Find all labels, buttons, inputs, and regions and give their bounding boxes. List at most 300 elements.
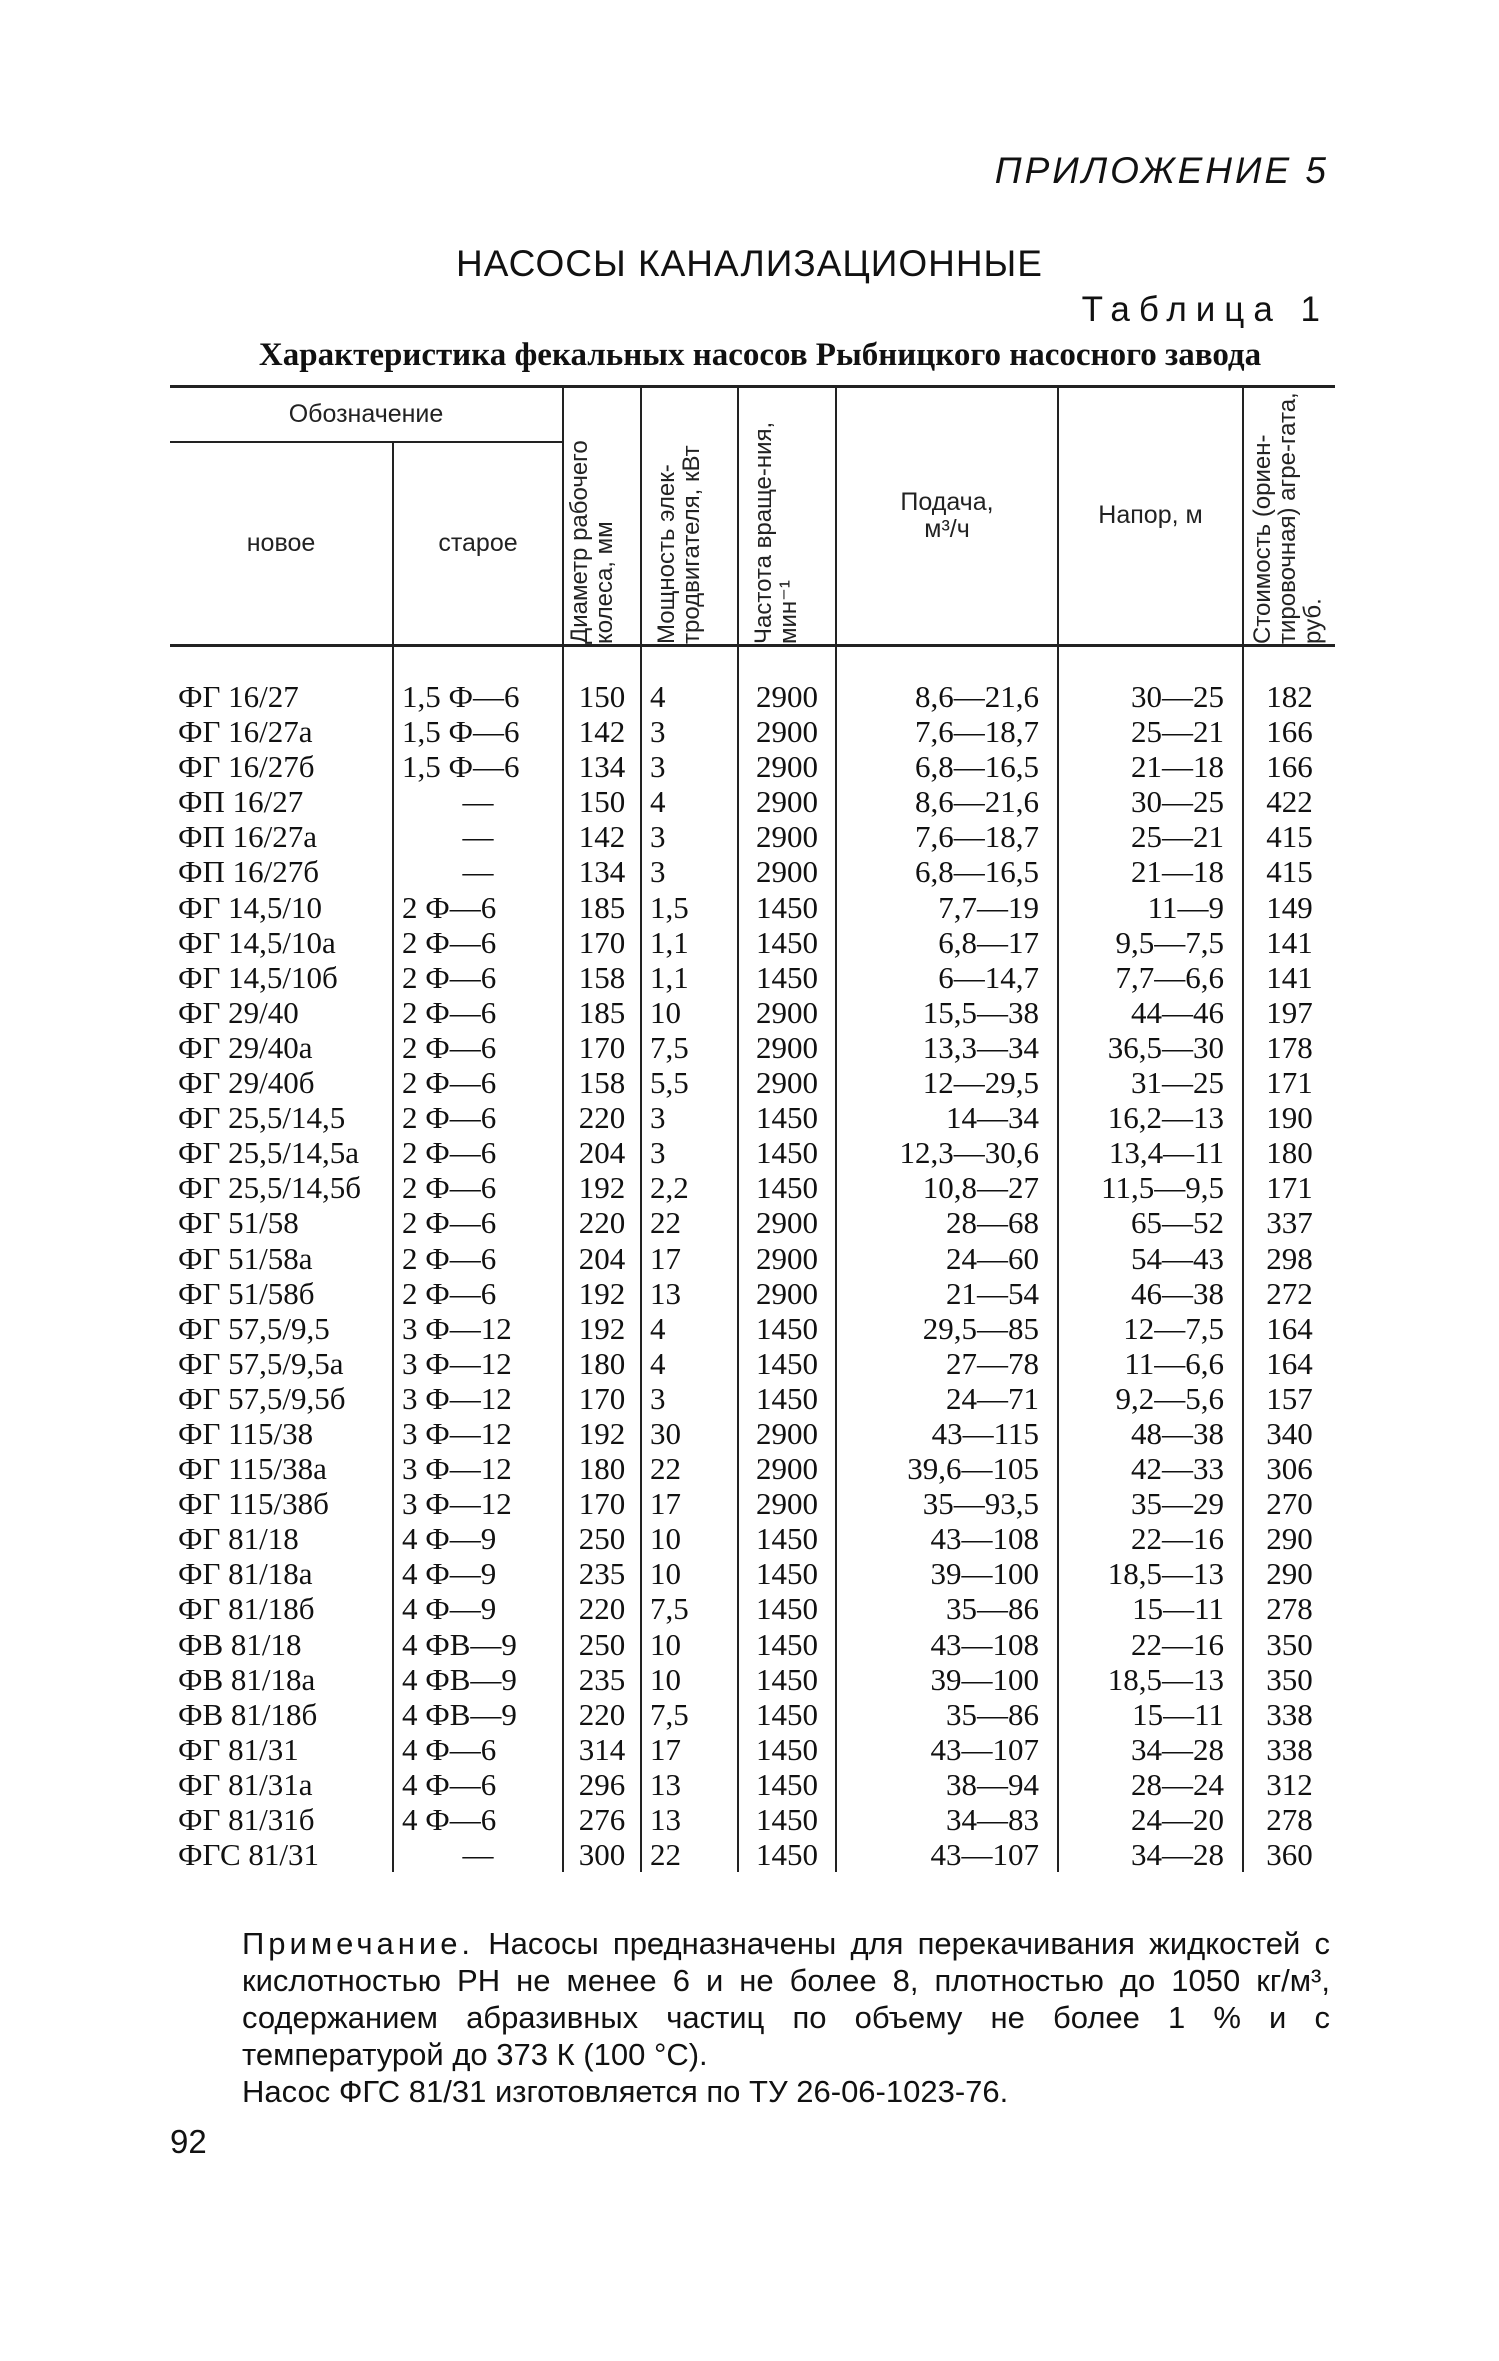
cell-designation-new: ФГ 81/18б — [178, 1591, 315, 1627]
note-label: Примечание. — [242, 1926, 475, 1961]
cell-cost: 306 — [1243, 1451, 1335, 1486]
cell-diameter: 300 — [563, 1837, 641, 1872]
cell-speed: 1450 — [738, 1556, 836, 1591]
cell-head: 54—43 — [1058, 1241, 1243, 1276]
cell-cost: 164 — [1243, 1311, 1335, 1346]
cell-designation-old: 2 Ф—6 — [393, 1065, 563, 1100]
table-row — [170, 1591, 1335, 1626]
cell-power: 4 — [641, 1346, 738, 1381]
cell-power: 3 — [641, 1100, 738, 1135]
cell-head: 21—18 — [1058, 749, 1243, 784]
table-row — [170, 1276, 1335, 1311]
cell-head: 18,5—13 — [1058, 1662, 1243, 1697]
cell-cost: 298 — [1243, 1241, 1335, 1276]
cell-head: 9,5—7,5 — [1058, 925, 1243, 960]
cell-head: 13,4—11 — [1058, 1135, 1243, 1170]
cell-diameter: 170 — [563, 1030, 641, 1065]
cell-designation-old: 2 Ф—6 — [393, 960, 563, 995]
cell-designation-old: 2 Ф—6 — [393, 995, 563, 1030]
cell-head: 48—38 — [1058, 1416, 1243, 1451]
cell-speed: 1450 — [738, 1802, 836, 1837]
cell-speed: 2900 — [738, 1030, 836, 1065]
table-row — [170, 925, 1335, 960]
cell-flow: 14—34 — [836, 1100, 1058, 1135]
cell-designation-old: 4 Ф—9 — [393, 1556, 563, 1591]
cell-power: 4 — [641, 784, 738, 819]
cell-flow: 29,5—85 — [836, 1311, 1058, 1346]
appendix-label: ПРИЛОЖЕНИЕ 5 — [994, 150, 1329, 191]
cell-diameter: 158 — [563, 960, 641, 995]
cell-diameter: 276 — [563, 1802, 641, 1837]
cell-head: 30—25 — [1058, 784, 1243, 819]
cell-designation-old: 2 Ф—6 — [393, 1100, 563, 1135]
cell-designation-new: ФГ 57,5/9,5 — [178, 1310, 330, 1346]
cell-power: 17 — [641, 1732, 738, 1767]
cell-designation-new: ФГ 57,5/9,5а — [178, 1345, 344, 1381]
cell-head: 12—7,5 — [1058, 1311, 1243, 1346]
cell-cost: 415 — [1243, 854, 1335, 889]
cell-speed: 1450 — [738, 1100, 836, 1135]
cell-power: 10 — [641, 1662, 738, 1697]
cell-diameter: 180 — [563, 1451, 641, 1486]
cell-designation-old: — — [393, 819, 563, 854]
cell-cost: 178 — [1243, 1030, 1335, 1065]
cell-cost: 182 — [1243, 646, 1335, 715]
header-diameter-text: Диаметр рабочего колеса, мм — [566, 440, 619, 644]
cell-cost: 290 — [1243, 1556, 1335, 1591]
cell-power: 30 — [641, 1416, 738, 1451]
cell-designation-new: ФГ 57,5/9,5б — [178, 1380, 346, 1416]
cell-cost: 338 — [1243, 1732, 1335, 1767]
header-flow — [836, 387, 1058, 646]
cell-head: 7,7—6,6 — [1058, 960, 1243, 995]
table-row — [170, 960, 1335, 995]
cell-designation-old: 1,5 Ф—6 — [393, 714, 563, 749]
cell-cost: 337 — [1243, 1205, 1335, 1240]
cell-designation-new: ФГ 81/18 — [178, 1521, 299, 1557]
cell-cost: 149 — [1243, 890, 1335, 925]
cell-head: 21—18 — [1058, 854, 1243, 889]
cell-designation-old: 2 Ф—6 — [393, 1241, 563, 1276]
cell-power: 10 — [641, 1556, 738, 1591]
cell-designation-new: ФГ 81/18а — [178, 1556, 313, 1592]
cell-cost: 157 — [1243, 1381, 1335, 1416]
cell-cost: 272 — [1243, 1276, 1335, 1311]
cell-designation-old: 4 Ф—9 — [393, 1521, 563, 1556]
header-flow-text: Подача, м³/ч — [900, 487, 994, 543]
cell-diameter: 296 — [563, 1767, 641, 1802]
cell-speed: 1450 — [738, 1170, 836, 1205]
cell-speed: 2900 — [738, 1205, 836, 1240]
cell-designation-old: — — [393, 854, 563, 889]
table-row — [170, 1556, 1335, 1591]
cell-diameter: 185 — [563, 890, 641, 925]
cell-flow: 39—100 — [836, 1662, 1058, 1697]
header-power — [641, 387, 738, 646]
cell-diameter: 314 — [563, 1732, 641, 1767]
cell-head: 24—20 — [1058, 1802, 1243, 1837]
table-row — [170, 1381, 1335, 1416]
cell-designation-new: ФВ 81/18а — [178, 1661, 316, 1697]
cell-designation-new: ФГ 29/40б — [178, 1065, 315, 1101]
table-row — [170, 819, 1335, 854]
header-power-text: Мощность элек-тродвигателя, кВт — [652, 445, 705, 644]
cell-power: 17 — [641, 1241, 738, 1276]
cell-cost: 350 — [1243, 1662, 1335, 1697]
cell-diameter: 170 — [563, 1486, 641, 1521]
table-row — [170, 1205, 1335, 1240]
cell-power: 13 — [641, 1802, 738, 1837]
cell-diameter: 220 — [563, 1697, 641, 1732]
cell-head: 46—38 — [1058, 1276, 1243, 1311]
cell-power: 2,2 — [641, 1170, 738, 1205]
cell-power: 3 — [641, 854, 738, 889]
cell-designation-old: 4 Ф—6 — [393, 1802, 563, 1837]
cell-power: 4 — [641, 1311, 738, 1346]
table-row — [170, 1100, 1335, 1135]
cell-diameter: 150 — [563, 646, 641, 715]
cell-head: 34—28 — [1058, 1732, 1243, 1767]
table-row — [170, 646, 1335, 715]
cell-cost: 270 — [1243, 1486, 1335, 1521]
cell-head: 65—52 — [1058, 1205, 1243, 1240]
cell-diameter: 192 — [563, 1276, 641, 1311]
pump-table-container — [170, 385, 1335, 1872]
header-cost-text: Стоимость (ориен-тировочная) агре-гата, руб. — [1248, 392, 1326, 644]
cell-designation-new: ФВ 81/18 — [178, 1626, 302, 1662]
cell-diameter: 235 — [563, 1556, 641, 1591]
cell-cost: 290 — [1243, 1521, 1335, 1556]
cell-flow: 6,8—16,5 — [836, 854, 1058, 889]
cell-designation-old: — — [393, 1837, 563, 1872]
table-row — [170, 1521, 1335, 1556]
cell-speed: 1450 — [738, 1627, 836, 1662]
cell-designation-new: ФГ 16/27б — [178, 749, 315, 785]
cell-head: 16,2—13 — [1058, 1100, 1243, 1135]
cell-speed: 1450 — [738, 1662, 836, 1697]
cell-designation-new: ФГ 14,5/10б — [178, 959, 338, 995]
cell-flow: 34—83 — [836, 1802, 1058, 1837]
cell-diameter: 250 — [563, 1521, 641, 1556]
header-head — [1058, 387, 1243, 646]
cell-cost: 190 — [1243, 1100, 1335, 1135]
cell-designation-new: ФГ 16/27 — [178, 679, 299, 714]
table-row — [170, 1241, 1335, 1276]
cell-flow: 6,8—16,5 — [836, 749, 1058, 784]
table-row — [170, 1416, 1335, 1451]
cell-power: 7,5 — [641, 1591, 738, 1626]
cell-speed: 2900 — [738, 784, 836, 819]
cell-cost: 340 — [1243, 1416, 1335, 1451]
cell-cost: 166 — [1243, 714, 1335, 749]
table-row — [170, 890, 1335, 925]
cell-diameter: 204 — [563, 1135, 641, 1170]
cell-head: 15—11 — [1058, 1697, 1243, 1732]
cell-diameter: 250 — [563, 1627, 641, 1662]
cell-flow: 39,6—105 — [836, 1451, 1058, 1486]
cell-flow: 43—107 — [836, 1732, 1058, 1767]
cell-speed: 2900 — [738, 819, 836, 854]
cell-power: 13 — [641, 1276, 738, 1311]
cell-head: 25—21 — [1058, 819, 1243, 854]
cell-cost: 166 — [1243, 749, 1335, 784]
table-row — [170, 1346, 1335, 1381]
cell-head: 44—46 — [1058, 995, 1243, 1030]
cell-head: 22—16 — [1058, 1627, 1243, 1662]
page-heading: НАСОСЫ КАНАЛИЗАЦИОННЫЕ — [456, 243, 1043, 284]
header-designation: Обозначение — [170, 387, 563, 443]
cell-power: 3 — [641, 1135, 738, 1170]
cell-diameter: 185 — [563, 995, 641, 1030]
cell-power: 5,5 — [641, 1065, 738, 1100]
cell-flow: 35—86 — [836, 1697, 1058, 1732]
cell-head: 34—28 — [1058, 1837, 1243, 1872]
cell-cost: 415 — [1243, 819, 1335, 854]
header-new: новое — [170, 442, 393, 645]
cell-power: 4 — [641, 646, 738, 715]
cell-cost: 164 — [1243, 1346, 1335, 1381]
cell-flow: 12—29,5 — [836, 1065, 1058, 1100]
cell-designation-new: ФГ 14,5/10 — [178, 889, 323, 925]
table-row — [170, 1837, 1335, 1872]
cell-speed: 2900 — [738, 854, 836, 889]
cell-head: 35—29 — [1058, 1486, 1243, 1521]
cell-flow: 21—54 — [836, 1276, 1058, 1311]
cell-cost: 180 — [1243, 1135, 1335, 1170]
cell-diameter: 134 — [563, 749, 641, 784]
cell-diameter: 235 — [563, 1662, 641, 1697]
cell-diameter: 204 — [563, 1241, 641, 1276]
cell-designation-old: 1,5 Ф—6 — [393, 646, 563, 715]
table-row — [170, 854, 1335, 889]
cell-cost: 197 — [1243, 995, 1335, 1030]
cell-flow: 7,6—18,7 — [836, 819, 1058, 854]
cell-flow: 7,7—19 — [836, 890, 1058, 925]
cell-speed: 1450 — [738, 890, 836, 925]
cell-diameter: 180 — [563, 1346, 641, 1381]
cell-diameter: 192 — [563, 1416, 641, 1451]
table-row — [170, 1662, 1335, 1697]
cell-designation-new: ФГ 25,5/14,5а — [178, 1135, 360, 1171]
cell-designation-old: 3 Ф—12 — [393, 1416, 563, 1451]
header-cost — [1243, 387, 1335, 646]
cell-cost: 338 — [1243, 1697, 1335, 1732]
cell-speed: 1450 — [738, 1767, 836, 1802]
cell-designation-old: 3 Ф—12 — [393, 1381, 563, 1416]
cell-speed: 1450 — [738, 1697, 836, 1732]
cell-flow: 43—108 — [836, 1521, 1058, 1556]
table-body — [170, 646, 1335, 1873]
cell-flow: 43—115 — [836, 1416, 1058, 1451]
header-old: старое — [393, 442, 563, 645]
cell-designation-old: — — [393, 784, 563, 819]
cell-diameter: 220 — [563, 1591, 641, 1626]
cell-cost: 278 — [1243, 1802, 1335, 1837]
cell-cost: 278 — [1243, 1591, 1335, 1626]
cell-flow: 24—71 — [836, 1381, 1058, 1416]
cell-designation-new: ФГ 115/38 — [178, 1415, 314, 1451]
cell-designation-new: ФГ 25,5/14,5 — [178, 1100, 346, 1136]
cell-designation-new: ФГ 29/40а — [178, 1029, 313, 1065]
header-diameter — [563, 387, 641, 646]
cell-cost: 422 — [1243, 784, 1335, 819]
table-row — [170, 1311, 1335, 1346]
cell-power: 10 — [641, 995, 738, 1030]
cell-designation-old: 3 Ф—12 — [393, 1346, 563, 1381]
cell-designation-old: 4 ФВ—9 — [393, 1662, 563, 1697]
cell-flow: 27—78 — [836, 1346, 1058, 1381]
cell-flow: 35—86 — [836, 1591, 1058, 1626]
cell-speed: 1450 — [738, 1521, 836, 1556]
cell-power: 22 — [641, 1205, 738, 1240]
cell-speed: 2900 — [738, 995, 836, 1030]
cell-designation-old: 2 Ф—6 — [393, 1170, 563, 1205]
cell-flow: 6—14,7 — [836, 960, 1058, 995]
cell-speed: 2900 — [738, 1276, 836, 1311]
cell-flow: 35—93,5 — [836, 1486, 1058, 1521]
cell-cost: 171 — [1243, 1065, 1335, 1100]
cell-power: 3 — [641, 1381, 738, 1416]
cell-power: 7,5 — [641, 1030, 738, 1065]
cell-designation-new: ФП 16/27 — [178, 784, 304, 820]
cell-designation-new: ФГ 51/58а — [178, 1240, 313, 1276]
table-row — [170, 1732, 1335, 1767]
cell-designation-new: ФП 16/27б — [178, 854, 320, 890]
table-row — [170, 1170, 1335, 1205]
cell-designation-old: 2 Ф—6 — [393, 1276, 563, 1311]
cell-speed: 1450 — [738, 1311, 836, 1346]
cell-designation-new: ФГС 81/31 — [178, 1837, 320, 1873]
table-row — [170, 1627, 1335, 1662]
table-caption: Характеристика фекальных насосов Рыбницкого насосного завода — [258, 337, 1262, 373]
pump-table — [170, 385, 1335, 1872]
cell-designation-new: ФГ 14,5/10а — [178, 924, 336, 960]
cell-head: 11,5—9,5 — [1058, 1170, 1243, 1205]
cell-diameter: 142 — [563, 714, 641, 749]
cell-flow: 15,5—38 — [836, 995, 1058, 1030]
cell-cost: 350 — [1243, 1627, 1335, 1662]
cell-flow: 12,3—30,6 — [836, 1135, 1058, 1170]
cell-head: 11—9 — [1058, 890, 1243, 925]
table-row — [170, 995, 1335, 1030]
cell-power: 3 — [641, 714, 738, 749]
cell-flow: 38—94 — [836, 1767, 1058, 1802]
cell-head: 31—25 — [1058, 1065, 1243, 1100]
cell-speed: 1450 — [738, 1732, 836, 1767]
cell-head: 18,5—13 — [1058, 1556, 1243, 1591]
table-row — [170, 1065, 1335, 1100]
cell-head: 42—33 — [1058, 1451, 1243, 1486]
cell-diameter: 134 — [563, 854, 641, 889]
cell-diameter: 170 — [563, 925, 641, 960]
cell-designation-old: 4 Ф—9 — [393, 1591, 563, 1626]
cell-designation-new: ФГ 51/58б — [178, 1275, 315, 1311]
cell-speed: 2900 — [738, 1416, 836, 1451]
cell-speed: 2900 — [738, 1241, 836, 1276]
table-row — [170, 1767, 1335, 1802]
cell-speed: 1450 — [738, 1346, 836, 1381]
cell-flow: 8,6—21,6 — [836, 784, 1058, 819]
cell-speed: 2900 — [738, 1451, 836, 1486]
cell-designation-old: 3 Ф—12 — [393, 1486, 563, 1521]
cell-designation-new: ФГ 115/38б — [178, 1486, 329, 1522]
table-row — [170, 714, 1335, 749]
cell-designation-new: ФГ 51/58 — [178, 1205, 299, 1241]
cell-cost: 171 — [1243, 1170, 1335, 1205]
cell-flow: 43—108 — [836, 1627, 1058, 1662]
cell-flow: 28—68 — [836, 1205, 1058, 1240]
cell-designation-old: 4 Ф—6 — [393, 1732, 563, 1767]
cell-speed: 1450 — [738, 960, 836, 995]
cell-head: 36,5—30 — [1058, 1030, 1243, 1065]
page-number: 92 — [170, 2123, 207, 2160]
cell-designation-old: 2 Ф—6 — [393, 925, 563, 960]
cell-power: 22 — [641, 1451, 738, 1486]
cell-flow: 6,8—17 — [836, 925, 1058, 960]
cell-diameter: 220 — [563, 1205, 641, 1240]
cell-speed: 1450 — [738, 1135, 836, 1170]
cell-head: 28—24 — [1058, 1767, 1243, 1802]
cell-power: 10 — [641, 1521, 738, 1556]
cell-diameter: 158 — [563, 1065, 641, 1100]
table-row — [170, 784, 1335, 819]
table-row — [170, 1135, 1335, 1170]
cell-speed: 2900 — [738, 714, 836, 749]
table-row — [170, 1451, 1335, 1486]
table-row — [170, 1802, 1335, 1837]
cell-power: 13 — [641, 1767, 738, 1802]
cell-flow: 39—100 — [836, 1556, 1058, 1591]
cell-speed: 2900 — [738, 1486, 836, 1521]
cell-speed: 1450 — [738, 925, 836, 960]
cell-diameter: 150 — [563, 784, 641, 819]
cell-designation-new: ФГ 115/38а — [178, 1451, 327, 1487]
cell-head: 30—25 — [1058, 646, 1243, 715]
cell-designation-old: 4 Ф—6 — [393, 1767, 563, 1802]
cell-designation-old: 3 Ф—12 — [393, 1311, 563, 1346]
cell-designation-old: 4 ФВ—9 — [393, 1627, 563, 1662]
cell-flow: 13,3—34 — [836, 1030, 1058, 1065]
cell-designation-new: ФГ 25,5/14,5б — [178, 1170, 362, 1206]
note-line2: Насос ФГС 81/31 изготовляется по ТУ 26-06-1023-76. — [242, 2074, 1009, 2109]
cell-head: 22—16 — [1058, 1521, 1243, 1556]
cell-speed: 2900 — [738, 1065, 836, 1100]
table-row — [170, 1030, 1335, 1065]
cell-head: 25—21 — [1058, 714, 1243, 749]
cell-cost: 141 — [1243, 960, 1335, 995]
cell-designation-new: ФГ 16/27а — [178, 714, 313, 750]
cell-flow: 10,8—27 — [836, 1170, 1058, 1205]
cell-designation-new: ФГ 81/31б — [178, 1802, 315, 1837]
header-speed — [738, 387, 836, 646]
note-text: Насосы предназначены для перекачивания жидкостей с кислотностью PH не менее 6 и не более 8, плотностью до 1050 кг/м³, содержанием абразивных частиц по объему не более 1 % и с температурой до 373 К (100 °С). — [242, 1926, 1330, 2072]
cell-flow: 43—107 — [836, 1837, 1058, 1872]
cell-power: 22 — [641, 1837, 738, 1872]
cell-cost: 312 — [1243, 1767, 1335, 1802]
cell-speed: 1450 — [738, 1381, 836, 1416]
cell-designation-new: ФГ 81/31 — [178, 1731, 299, 1767]
note — [170, 1925, 1330, 2110]
cell-diameter: 192 — [563, 1170, 641, 1205]
cell-flow: 7,6—18,7 — [836, 714, 1058, 749]
cell-diameter: 220 — [563, 1100, 641, 1135]
cell-cost: 360 — [1243, 1837, 1335, 1872]
cell-designation-old: 2 Ф—6 — [393, 1205, 563, 1240]
cell-designation-old: 2 Ф—6 — [393, 890, 563, 925]
table-header — [170, 387, 1335, 646]
cell-head: 11—6,6 — [1058, 1346, 1243, 1381]
table-row — [170, 1697, 1335, 1732]
